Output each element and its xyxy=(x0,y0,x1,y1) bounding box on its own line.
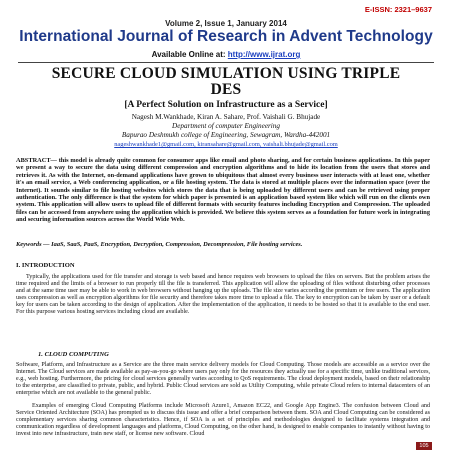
abstract-paragraph xyxy=(16,157,430,224)
abstract-label: ABSTRACT— xyxy=(16,157,57,164)
abstract-text: this model is already quite common for consumer apps like email and photo sharing, and for certain business applications. In this paper we present a way to secure the data using different compression and encryption algorithms and to hide its location from the users that stores and retrieves it. As with the Internet, on-demand applications have grown to ubiquitous that almost every business user interacts with at least one, whether it's an email service, a Web conferencing application, or a file hosting system. The data is stored at multiple places over the information space (over the Internet). It sounds similar to file hosting websites which stores the data that is being uploaded by different users and can be retrieved using proper authentication. The only difference is that the system for which paper is presented is an application based system like which will run on the clients own system. This application will allow users to upload file of different formats with security features including Encryption and Compression. The uploaded files can be accessed from anywhere using the application which is provided. We believe this system serves as a foundation for future work in integrating and securing information sources across the World Wide Web. xyxy=(16,157,430,224)
page-number-badge: 105 xyxy=(416,442,432,450)
online-line xyxy=(0,50,452,59)
journal-url-link[interactable]: http://www.ijrat.org xyxy=(227,50,301,59)
section-heading-introduction: I. INTRODUCTION xyxy=(16,262,75,269)
cloud-paragraph-2: Examples of emerging Cloud Computing Platforms include Microsoft Azure1, Amazon EC22, and Google App Engine3. The confusion between Cloud and Service Oriented Architecture (SOA) has prompted us to discuss this issue and offer a brief comparison between them. SOA and Cloud Computing can be considered as complementary services sharing common characteristics. Hence, if SOA is a set of principles and methodologies designed to facilitate systems integration and communication regardless of development languages and platforms, Cloud Computing, on the other hand, is designed to enable companies to instantly without having to invest into new infrastructure, train new staff, or license new software. Cloud xyxy=(16,403,430,438)
author-institution: Bapurao Deshmukh college of Engineering, Sewagram, Wardha-442001 xyxy=(121,131,331,139)
journal-title: International Journal of Research in Advent Technology xyxy=(19,28,433,45)
online-prefix: Available Online at: xyxy=(151,50,228,59)
author-emails[interactable]: nageshwankhade1@gmail.com, kiransahare@gmail.com, vaishali.bhujade@gmail.com xyxy=(114,141,338,148)
volume-issue: Volume 2, Issue 1, January 2014 xyxy=(165,19,287,28)
keywords-text: IaaS, SaaS, PaaS, Encryption, Decryption, Compression, Decompression, File hosting services. xyxy=(51,241,303,248)
issn-label: E-ISSN: 2321–9637 xyxy=(364,5,432,14)
intro-paragraph-1: Typically, the applications used for file transfer and storage is web based and hence requires web browsers to upload the files on servers. But the problem arises the time required and the limits of a browser to run properly till the file is transferred. This application will allow the uploading of files without disturbing other processes and at the same time user may be able to work in web browsers without hanging up the uploads. The file size varies according the premium or free users. The application uses compression as well as encryption algorithms for file security and therefore takes more time to upload a file. The key to encryption can be taken by user or a default key for users can be taken according to the design of application. After the implementation of the application, it needs to be hosted so that it is available to the end user. For this purpose various hosting services including cloud are available. xyxy=(16,274,430,316)
paper-title xyxy=(0,66,452,98)
paper-subtitle: [A Perfect Solution on Infrastructure as a Service] xyxy=(124,100,328,110)
keywords-label: Keywords — xyxy=(16,241,52,248)
subsection-heading-cloud-computing: 1. CLOUD COMPUTING xyxy=(38,351,109,358)
author-department: Department of computer Engineering xyxy=(172,122,280,130)
header-divider xyxy=(18,62,434,63)
paper-title-line1: SECURE CLOUD SIMULATION USING TRIPLE xyxy=(51,65,401,82)
keywords-line xyxy=(16,241,430,248)
author-names: Nagesh M.Wankhade, Kiran A. Sahare, Prof. Vaishali G. Bhujade xyxy=(131,113,321,121)
author-block xyxy=(0,113,452,149)
cloud-paragraph-1: Software, Platform, and Infrastructure as a Service are the three main service delivery models for Cloud Computing. Those models are accessible as a service over the Internet. The Cloud services are made available as pay-as-you-go where users pay only for the resources they actually use for a specific time, unlike traditional services, e.g., web hosting. Furthermore, the pricing for cloud services generally varies according to QoS requirements. The cloud deployment models, based on their relationship to the enterprise, are classified to private, public, and hybrid. Public Cloud services are sold as Utility Computing, while private Cloud refers to internal datacenters of an enterprise which are not available to the general public. xyxy=(16,362,430,397)
paper-title-line2: DES xyxy=(210,81,242,98)
